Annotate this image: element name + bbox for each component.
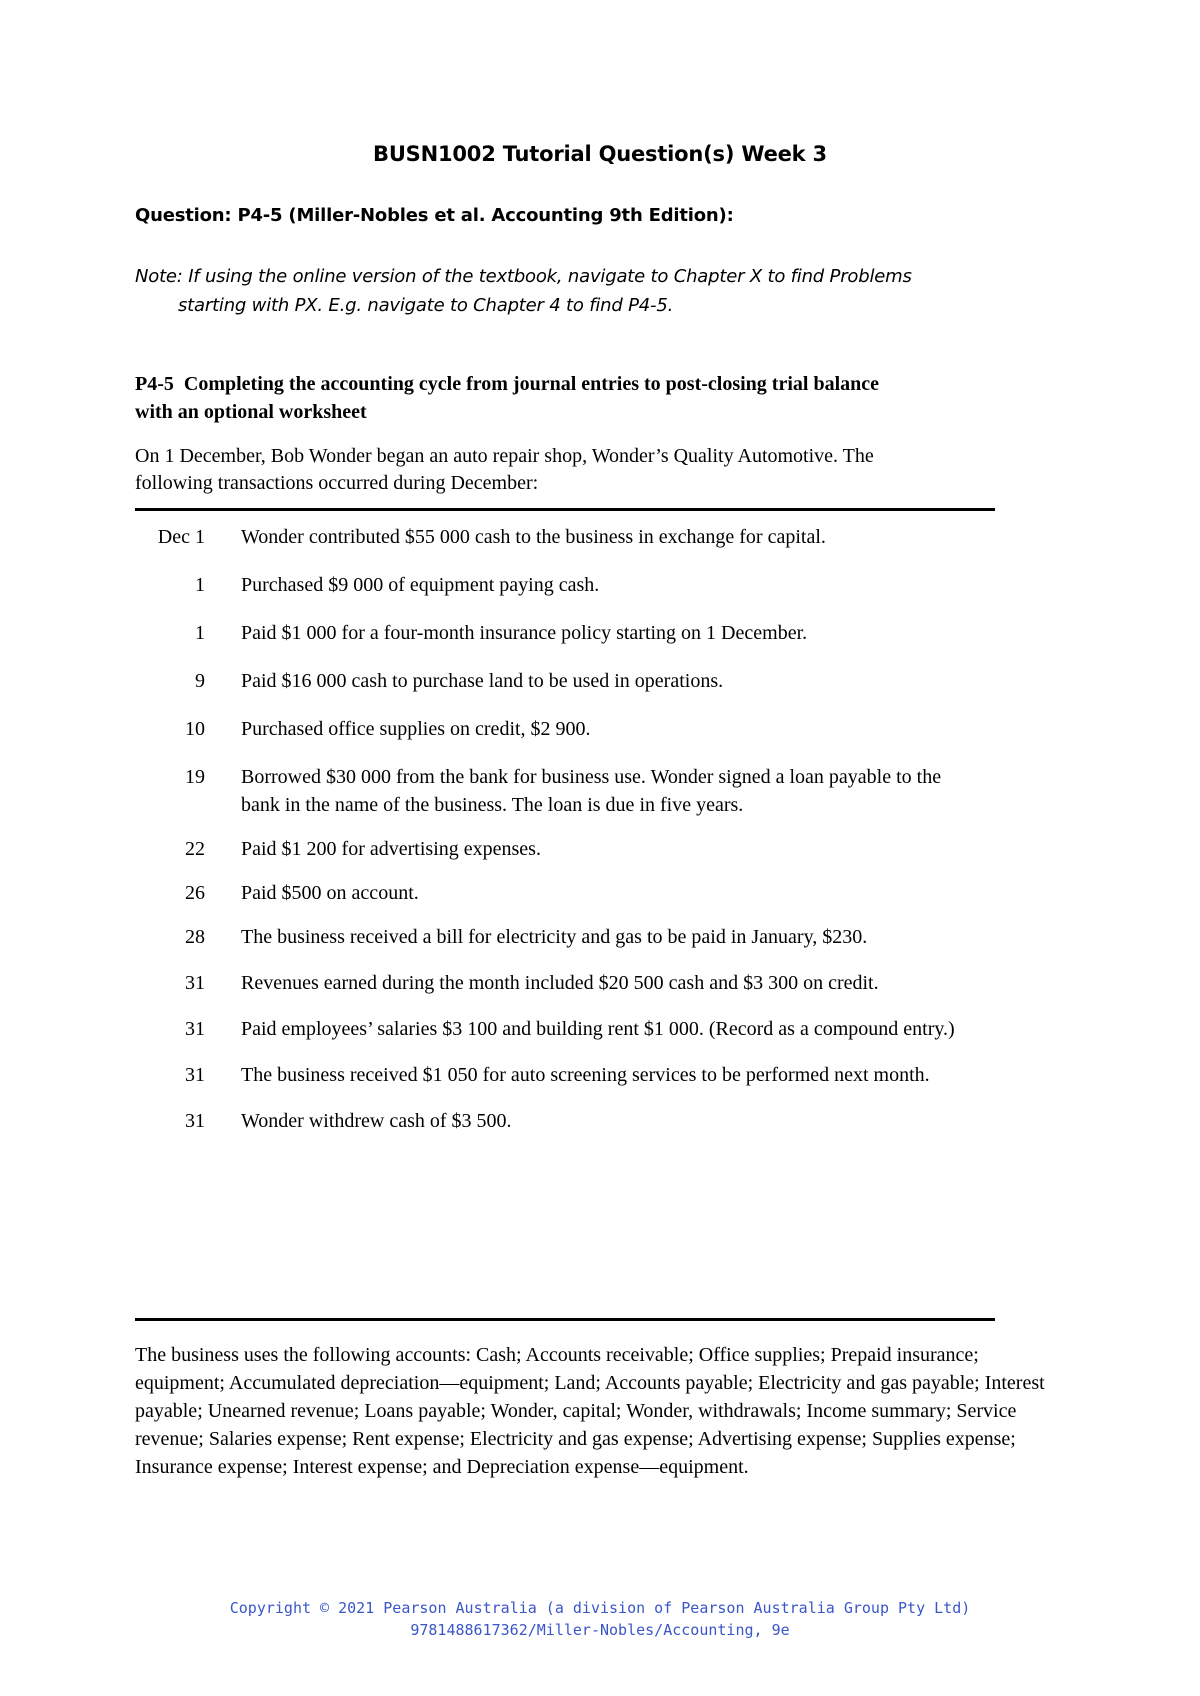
transaction-description: Purchased office supplies on credit, $2 900. <box>241 718 591 740</box>
transaction-row <box>135 715 995 743</box>
transaction-description: Purchased $9 000 of equipment paying cash. <box>241 574 600 596</box>
transaction-row <box>135 1061 995 1089</box>
transaction-row <box>135 763 995 819</box>
footer-isbn: 9781488617362/Miller-Nobles/Accounting, 9e <box>410 1621 790 1639</box>
transaction-row <box>135 1107 995 1135</box>
transaction-description: Paid $1 000 for a four-month insurance policy starting on 1 December. <box>241 622 808 644</box>
transaction-description: Paid $500 on account. <box>241 882 419 904</box>
page-title: BUSN1002 Tutorial Question(s) Week 3 <box>373 142 827 166</box>
table-top-rule <box>135 508 995 511</box>
transaction-date: 9 <box>195 670 205 692</box>
transaction-date: 31 <box>185 1110 205 1132</box>
transaction-date: 31 <box>185 1018 205 1040</box>
transaction-description: The business received $1 050 for auto screening services to be performed next month. <box>241 1064 930 1086</box>
transaction-date: 31 <box>185 1064 205 1086</box>
transaction-date: Dec 1 <box>157 526 205 548</box>
transaction-description: The business received a bill for electricity and gas to be paid in January, $230. <box>241 926 868 948</box>
footer-copyright: Copyright © 2021 Pearson Australia (a division of Pearson Australia Group Pty Ltd) <box>229 1599 971 1617</box>
problem-code: P4-5 <box>135 373 174 395</box>
question-reference: Question: P4-5 (Miller-Nobles et al. Accounting 9th Edition): <box>135 205 734 226</box>
transaction-row <box>135 523 995 551</box>
intro-line-1: On 1 December, Bob Wonder began an auto repair shop, Wonder’s Quality Automotive. The <box>135 445 874 467</box>
transaction-date: 22 <box>185 838 205 860</box>
transaction-date: 26 <box>185 882 205 904</box>
transaction-date: 31 <box>185 972 205 994</box>
transaction-row <box>135 879 995 907</box>
transaction-row <box>135 923 995 951</box>
transaction-date: 19 <box>185 766 205 788</box>
problem-title-line-1: Completing the accounting cycle from journal entries to post-closing trial balance <box>183 373 879 395</box>
transaction-date: 1 <box>195 622 205 644</box>
transaction-description: Paid $16 000 cash to purchase land to be used in operations. <box>241 670 724 692</box>
transaction-row <box>135 667 995 695</box>
problem-intro <box>135 443 1055 497</box>
transaction-row <box>135 969 995 997</box>
note-line-1: Note: If using the online version of the textbook, navigate to Chapter X to find Problems <box>135 266 912 287</box>
transaction-date: 28 <box>185 926 205 948</box>
note-line-2: starting with PX. E.g. navigate to Chapter 4 to find P4-5. <box>178 295 674 316</box>
transaction-description: Paid employees’ salaries $3 100 and building rent $1 000. (Record as a compound entry.) <box>241 1018 955 1040</box>
transaction-description: Wonder withdrew cash of $3 500. <box>241 1110 512 1132</box>
transaction-row <box>135 571 995 599</box>
problem-heading <box>135 370 1055 426</box>
transaction-row <box>135 619 995 647</box>
problem-title-line-2: with an optional worksheet <box>135 401 367 423</box>
intro-line-2: following transactions occurred during December: <box>135 472 539 494</box>
transaction-description: Paid $1 200 for advertising expenses. <box>241 838 541 860</box>
online-textbook-note <box>135 262 1035 320</box>
transaction-description: Wonder contributed $55 000 cash to the business in exchange for capital. <box>241 526 826 548</box>
transaction-description: Borrowed $30 000 from the bank for business use. Wonder signed a loan payable to the bank in the name of the business. The loan is due in five years. <box>241 766 942 816</box>
transaction-date: 1 <box>195 574 205 596</box>
transaction-row <box>135 835 995 863</box>
page-footer <box>0 1597 1200 1641</box>
accounts-paragraph: The business uses the following accounts: Cash; Accounts receivable; Office supplies; Prepaid insurance; equipment; Accumulated depreciation—equipment; Land; Accounts payable; Electricity and gas payable; Interest payable; Unearned revenue; Loans payable; Wonder, capital; Wonder, withdrawals; Income summary; Service revenue; Salaries expense; Rent expense; Electricity and gas expense; Advertising expense; Supplies expense; Insurance expense; Interest expense; and Depreciation expense—equipment. <box>135 1344 1045 1478</box>
transaction-date: 10 <box>185 718 205 740</box>
transaction-list <box>135 523 995 1135</box>
table-bottom-rule <box>135 1318 995 1321</box>
transaction-description: Revenues earned during the month included $20 500 cash and $3 300 on credit. <box>241 972 879 994</box>
transaction-row <box>135 1015 995 1043</box>
